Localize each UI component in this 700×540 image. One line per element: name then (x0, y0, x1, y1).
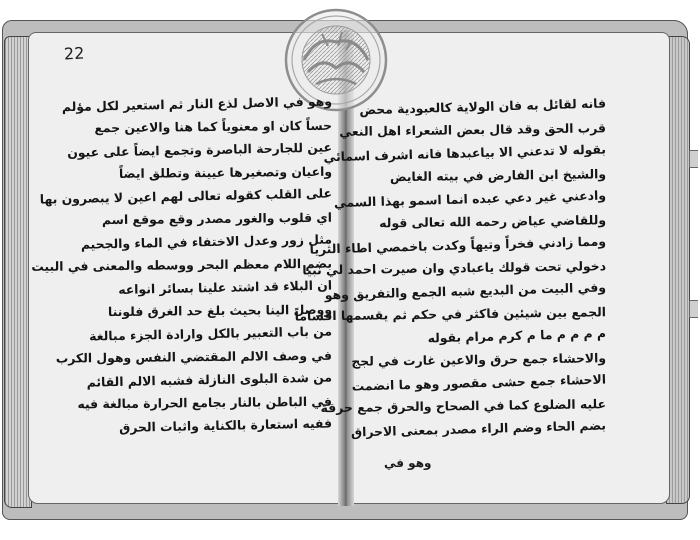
text-line: بضم الحاء وضم الراء مصدر بمعنى الاحراق (350, 417, 607, 440)
text-line: في وصف الالم المقتضي النفس وهول الكرب (55, 347, 333, 366)
text-line: قرب الحق وقد قال بعض الشعراء اهل النعي (339, 120, 607, 139)
text-line: من باب التعبير بالكل وارادة الجزء مبالغة (88, 323, 333, 344)
text-line: فانه لقائل به فان الولاية كالعبودية محض (359, 95, 607, 118)
binding-notch (689, 300, 698, 318)
text-line: دخولي تحت قولك ياعبادي وان صيرت احمد لي نبيا (302, 258, 607, 278)
text-line: مثل زور وعدل الاختفاء في الماء والجحيم (80, 231, 333, 252)
text-line: في الباطن بالنار بجامع الحرارة مبالغة فيه (77, 393, 333, 412)
text-line: بضم اللام معظم البحر ووسطه والمعنى في البيت (31, 255, 333, 274)
text-line: ووصل الينا بحيث بلغ حد الغرق فلوننا (107, 301, 333, 320)
text-line: الاحشاء جمع حشى مقصور وهو ما انضمت (351, 371, 607, 394)
folio-number: 22 (63, 43, 85, 64)
text-line: حساً كان او معنوياً كما هنا والاعين جمع (94, 117, 333, 136)
text-line: والاحشاء جمع حرق والاعين غارت في لجج (351, 350, 607, 369)
catchword: وهو في (384, 456, 432, 470)
text-line: عليه الضلوع كما في الصحاح والحرق جمع حرقة (320, 396, 607, 416)
text-line: اي قلوب والغور مصدر وقع موقع اسم (101, 209, 333, 228)
text-line: وللقاضي عياض رحمه الله تعالى قوله (379, 212, 607, 231)
text-line: وادعني غير دعي عبده انما اسمو بهذا السمي (333, 187, 607, 211)
text-line: من شدة البلوى النازلة فشبه الالم القائم (86, 369, 333, 390)
text-line: وفي البيت من البديع شبه الجمع والتفريق وهو (324, 279, 607, 303)
text-line: وهو في الاصل لذع النار ثم استعير لكل مؤلم (61, 93, 333, 115)
text-line: ففيه استعارة بالكناية واثبات الحرق (118, 415, 333, 435)
right-page-text (294, 95, 607, 440)
text-line: والشيخ ابن الفارض في بيته الغايض (389, 166, 607, 185)
text-line: واعيان وتصغيرها عيينة وتطلق ايضاً (118, 163, 333, 181)
text-line: الجمع بين شيئين فاكثر في حكم ثم يقسمها اقساماً (294, 304, 607, 324)
text-line: على القلب كقوله تعالى لهم اعين لا يبصرون بها (39, 185, 333, 207)
text-line: م م م م ما م كرم مرام بقوله (427, 325, 607, 346)
text-line: ومما زادني فخراً وتيهاً وكدت باخمصي اطاء الثريا (309, 233, 607, 257)
binding-notch (689, 150, 698, 168)
text-line: ان البلاء قد اشتد علينا بسائر انواعه (118, 277, 333, 297)
text-line: عين للجارحة الباصرة وتجمع ايضاً على عيون (67, 139, 333, 161)
left-page-text (31, 92, 333, 437)
text-line: بقوله لا تدعني الا بياعبدها فانه اشرف اسمائي (323, 141, 607, 165)
